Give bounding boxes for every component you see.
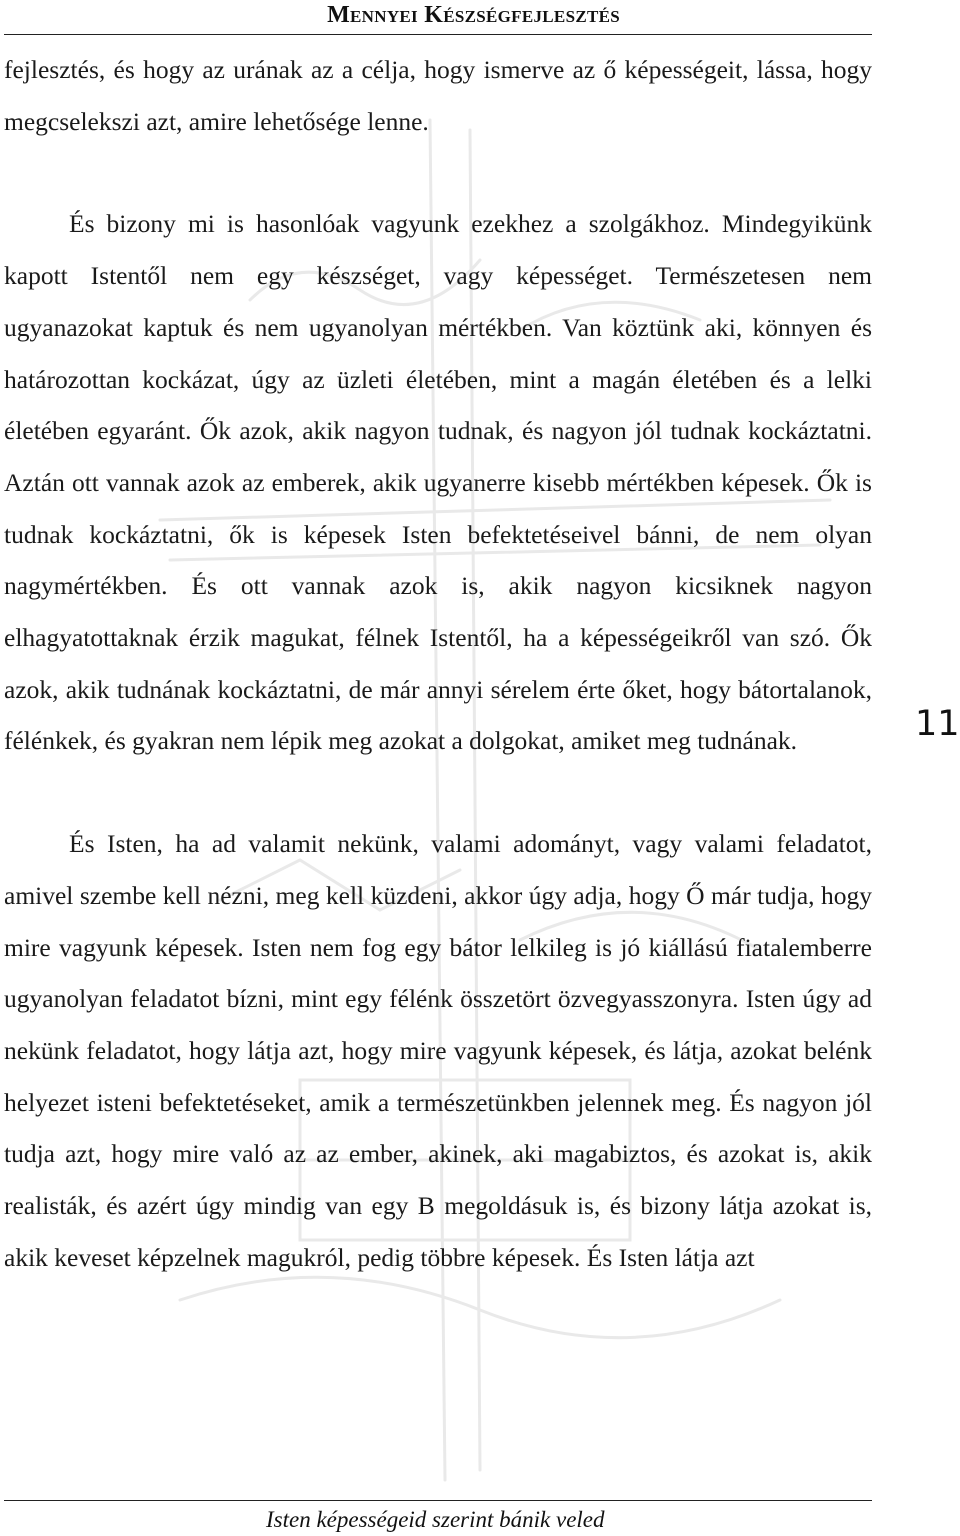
- running-footer-title: Isten képességeid szerint bánik veled: [266, 1507, 605, 1532]
- page-number: 11: [915, 704, 960, 744]
- paragraph-continued: fejlesztés, és hogy az urának az a célja, hogy ismerve az ő képességeit, lássa, hogy megcselekszi azt, amire lehetősége lenne.: [4, 55, 872, 136]
- page-header: [4, 0, 872, 35]
- body-text: [4, 44, 872, 1283]
- paragraph: És Isten, ha ad valamit nekünk, valami adományt, vagy valami feladatot, amivel szembe kell nézni, meg kell küzdeni, akkor úgy adja, hogy Ő már tudja, hogy mire vagyunk képesek. Isten nem fog egy bátor lelkileg is jó kiállású fiatalemberre ugyanolyan feladatot bízni, mint egy félénk összetört özvegyasszonyra. Isten úgy ad nekünk feladatot, hogy látja azt, hogy mire vagyunk képesek, és látja, azokat belénk helyezet isteni befektetéseket, amik a természetünkben jelennek meg. És nagyon jól tudja azt, hogy mire való az az ember, akinek, aki magabiztos, és azokat is, akik realisták, és azért úgy mindig van egy B megoldásuk is, és bizony látja azokat is, akik keveset képzelnek magukról, pedig többre képesek. És Isten látja azt: [4, 829, 872, 1272]
- paragraph: És bizony mi is hasonlóak vagyunk ezekhez a szolgákhoz. Mindegyikünk kapott Istentől nem egy készséget, vagy képességet. Természetesen nem ugyanazokat kaptuk és nem ugyanolyan mértékben. Van köztünk aki, könnyen és határozottan kockázat, úgy az üzleti életében, mint a magán életében és a lelki életében egyaránt. Ők azok, akik nagyon tudnak, és nagyon jól tudnak kockáztatni. Aztán ott vannak azok az emberek, akik ugyanerre kisebb mértékben képesek. Ők is tudnak kockáztatni, ők is képesek Isten befektetéseivel bánni, de nem olyan nagymértékben. És ott vannak azok is, akik nagyon kicsiknek nagyon elhagyatottaknak érzik magukat, félnek Istentől, ha a képességeikről van szó. Ők azok, akik tudnának kockáztatni, de már annyi sérelem érte őket, hogy bátortalanok, félénkek, és gyakran nem lépik meg azokat a dolgokat, amiket meg tudnának.: [4, 209, 872, 756]
- page-footer: [4, 1500, 872, 1536]
- running-header-title: Mennyei Készségfejlesztés: [327, 2, 620, 28]
